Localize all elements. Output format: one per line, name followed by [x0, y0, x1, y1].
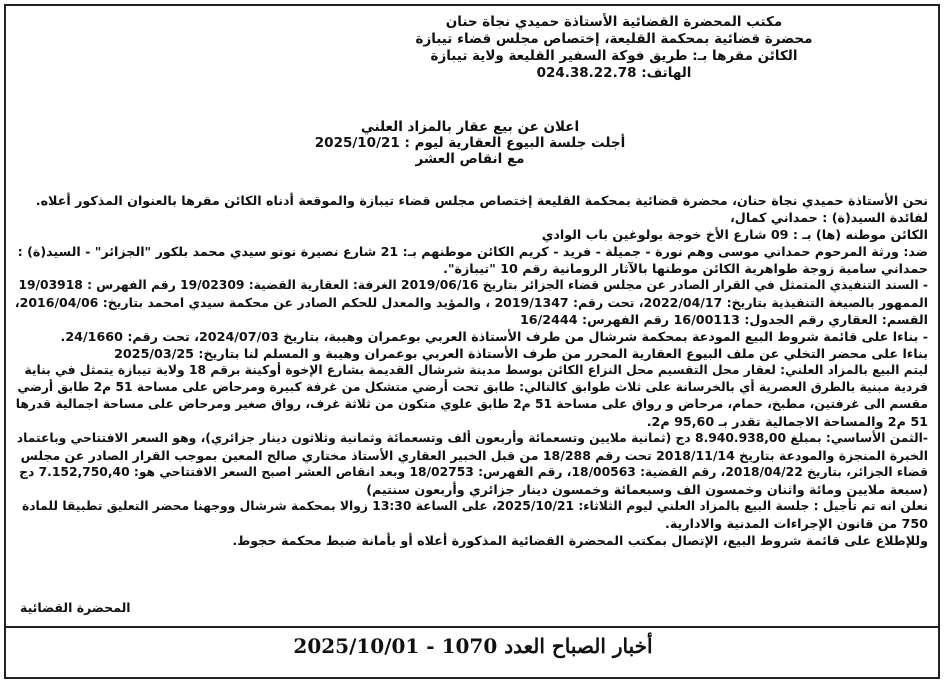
office-jurisdiction: محضرة قضائية بمحكمة القليعة، إختصاص مجلس قضاء تيبازة — [415, 31, 813, 47]
body-line: (سبعة ملايين ومائة واثنان وخمسون الف وسبعمائة وخمسون دينار جزائري وأربعون سنتيم) — [366, 482, 928, 497]
body-line: الخبرة المنجزة والمودعة بتاريخ 2018/11/14 تحت رقم 18/288 من قبل الخبير العقاري الأستاذ مختاري صالح المعين بموجب القرار الصادر عن مجلس — [20, 448, 928, 463]
footer-divider — [4, 626, 940, 628]
body-line: قضاء الجزائر، بتاريخ 2018/04/22، رقم القضية: 18/00563، رقم الفهرس: 18/02753 وبعد انقاص العشر اصبح السعر الافتتاحي هو: 7.152,750,40 دج — [19, 465, 928, 479]
body-line: ضد: ورثة المرحوم حمداني موسى وهم نورة - جميلة - فريد - كريم الكائن موطنهم بـ: 21 شارع نصيرة نونو سيدي محمد بلكور "الجزائر" - السيد(ة) : — [17, 244, 928, 259]
announcement-title: اعلان عن بيع عقار بالمزاد العلني — [360, 119, 580, 135]
body-line: 750 من قانون الإجراءات المدنية والادارية. — [665, 516, 928, 531]
body-line: مقسم الى غرفتين، مطبخ، حمام، مرحاض و رواق على مساحة 51 م2 طابق علوي متكون من ثلاثة غرف، رواق صغير ومرحاض على مساحة اجمالية قدرها — [15, 397, 928, 411]
body-line: الممهور بالصيغة التنفيذية بتاريخ: 2022/04/17، تحت رقم: 2019/1347 ، والمؤيد والمعدل للحكم الصادر عن محكمة سيدي امحمد بتاريخ: 2016/04/06، — [14, 295, 928, 310]
body-line: بناءا على محضر التخلي عن ملف البيوع العقارية المحرر من طرف الأستاذة العربي بوعمران وهيبة و المسلم لنا بتاريخ: 2025/03/25 — [114, 346, 928, 361]
announcement-reduction: مع انقاص العشر — [415, 151, 525, 167]
body-line: -الثمن الأساسي: بمبلغ 8.940.938,00 دج (ثمانية ملايين وتسعمائة وأربعون ألف وتسعمائة وثمانية وثلاثون دينار جزائري)، وهو السعر الافتتاحي وباعتماد — [16, 431, 928, 445]
body-line: نحن الأستاذة حميدي نجاة حنان، محضرة قضائية بمحكمة القليعة إختصاص مجلس قضاء تيبازة والموقعة أدناه الكائن مقرها بالعنوان المذكور أعلاه. — [35, 193, 928, 208]
announcement-title-block — [230, 119, 710, 167]
body-line: لفائدة السيد(ة) : حمداني كمال، — [729, 210, 928, 225]
body-line: وللإطلاع على قائمة شروط البيع، الإتصال بمكتب المحضرة القضائية المذكورة أعلاه أو بأمانة ضبط محكمة حجوط. — [232, 533, 928, 548]
body-line: القسم: العقاري رقم الجدول: 16/00113 رقم الفهرس: 16/2444 — [519, 312, 928, 327]
office-header — [304, 14, 924, 82]
body-line: فردية مبنية بالطرق العصرية أي بالخرسانة على ثلاث طوابق كالتالي: طابق تحت أرضي متشكل من غرفة كبيرة ومرحاض على مساحة 51 م2 طابق أرضي — [17, 380, 928, 394]
body-line: ليتم البيع بالمزاد العلني: لعقار محل التقسيم محل النزاع الكائن بوسط مدينة شرشال القديمة بشارع الإخوة أوكينة برقم 18 ولاية تيبازة يتمثل في بناية — [24, 363, 928, 377]
office-name: مكتب المحضرة القضائية الأستاذة حميدي نجاة حنان — [445, 14, 783, 30]
body-line: - السند التنفيذي المتمثل في القرار الصادر عن مجلس قضاء الجزائر بتاريخ 2019/06/16 الغرفة: العقارية القضية: 19/02309 رقم الفهرس : 19/03918 — [18, 278, 928, 292]
newspaper-footer: أخبار الصباح العدد 1070 - 2025/10/01 — [293, 634, 653, 658]
body-line: نعلن انه تم تأجيل : جلسة البيع بالمزاد العلني ليوم الثلاثاء: 2025/10/21، على الساعة 13:30 زوالا بمحكمة شرشال ووجهنا محضر التعليق تطبيقا للمادة — [21, 499, 928, 513]
body-line: الكائن موطنه (ها) بـ : 09 شارع الأخ خوجة بولوغين باب الوادي — [541, 227, 928, 242]
signature: المحضرة القضائية — [20, 600, 131, 615]
office-phone: الهاتف: 024.38.22.78 — [536, 65, 692, 81]
body-line: حمداني سامية زوجة طواهرية الكائن موطنها بالآثار الرومانية رقم 10 "تيبازة". — [443, 261, 928, 276]
office-address: الكائن مقرها بـ: طريق فوكة السفير القليعة ولاية تيبازة — [430, 48, 798, 64]
body-line: 51 م2 والمساحة الاجمالية تقدر بـ 95,60 م2. — [646, 414, 928, 429]
notice-body — [14, 192, 928, 549]
body-line: - بناءا على قائمة شروط البيع المودعة بمحكمة شرشال من طرف الأستاذة العربي بوعمران وهيبة، بتاريخ 2024/07/03، تحت رقم: 24/1660. — [60, 329, 928, 344]
announcement-postponed-date: أجلت جلسة البيوع العقارية ليوم : 2025/10/21 — [314, 135, 626, 151]
